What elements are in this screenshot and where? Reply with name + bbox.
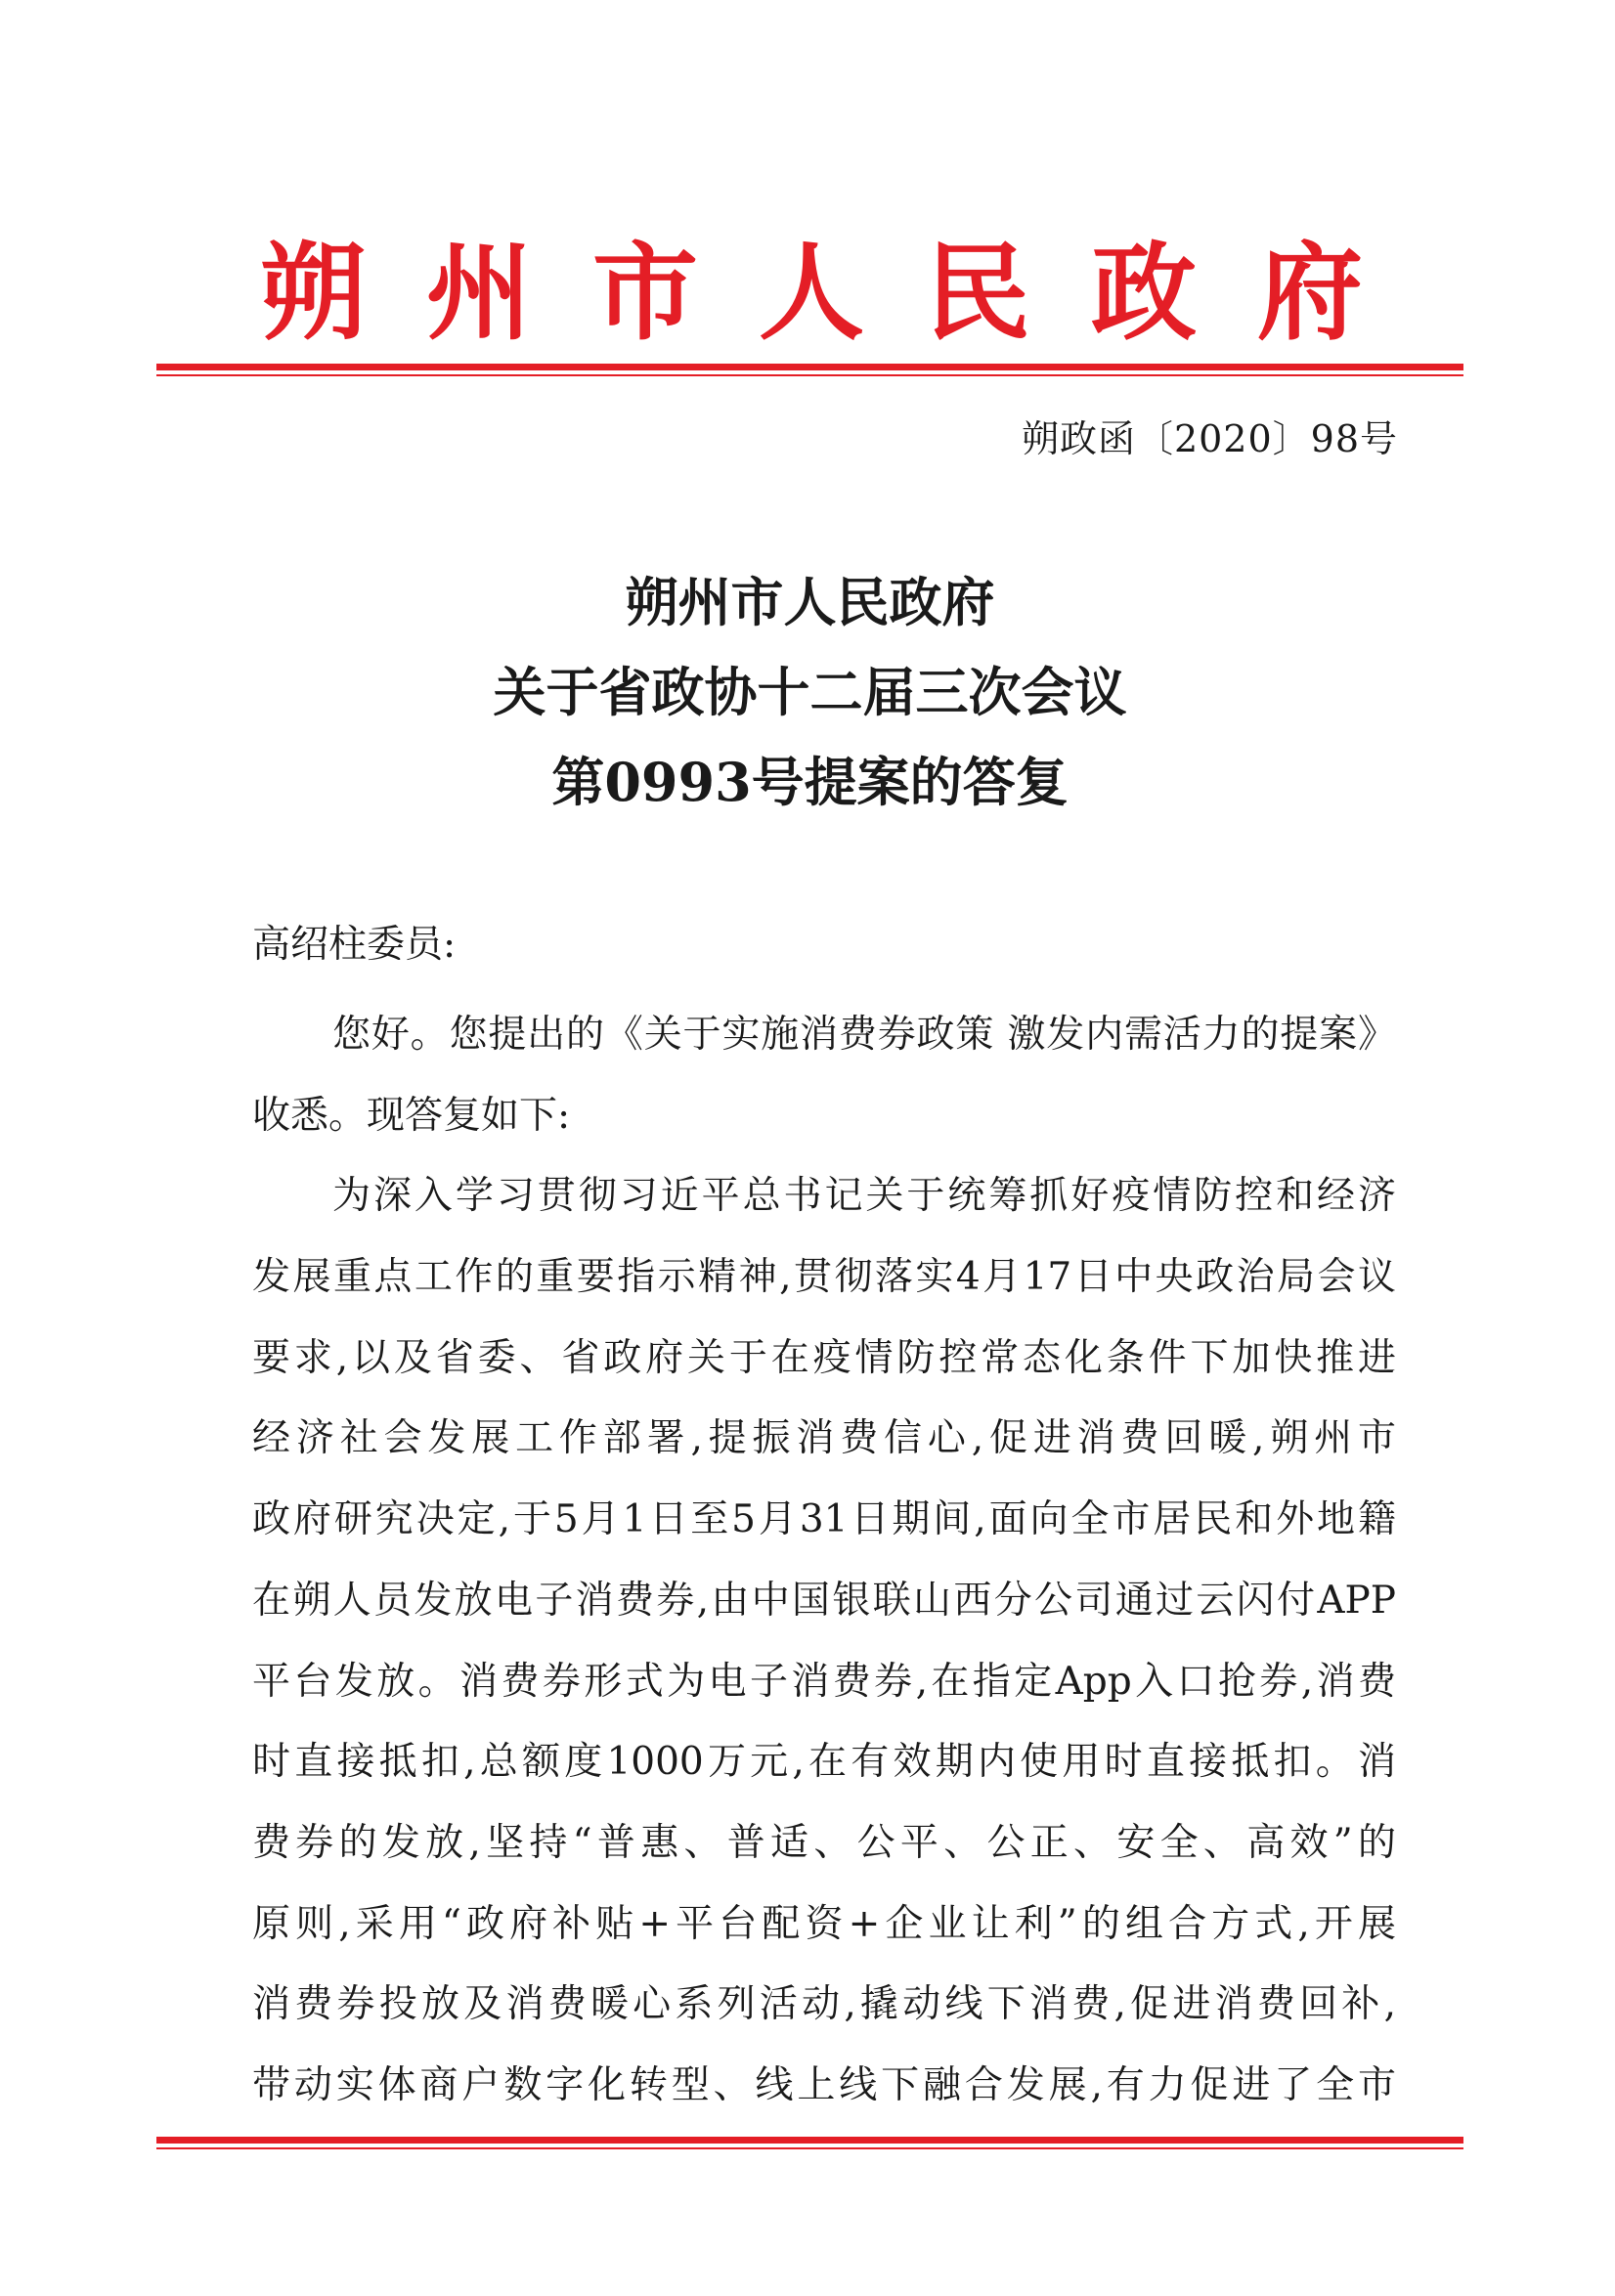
- body-line: 经济社会发展工作部署,提振消费信心,促进消费回暖,朔州市: [252, 1416, 1396, 1461]
- red-rule-top: [156, 364, 1463, 376]
- issuer-name: 朔州市人民政府: [259, 232, 1423, 355]
- masthead: [156, 230, 1466, 357]
- body-line: 平台发放。消费券形式为电子消费券,在指定App入口抢券,消费: [252, 1659, 1396, 1704]
- body-line: 发展重点工作的重要指示精神,贯彻落实4月17日中央政治局会议: [252, 1255, 1396, 1300]
- body-line: 在朔人员发放电子消费券,由中国银联山西分公司通过云闪付APP: [252, 1578, 1396, 1623]
- body-line: 您好。您提出的《关于实施消费券政策 激发内需活力的提案》: [332, 1013, 1396, 1057]
- document-number: 朔政函〔2020〕98号: [1021, 417, 1398, 460]
- body-line: 时直接抵扣,总额度1000万元,在有效期内使用时直接抵扣。消: [252, 1740, 1396, 1785]
- body-line: 要求,以及省委、省政府关于在疫情防控常态化条件下加快推进: [252, 1335, 1396, 1380]
- body-line: 为深入学习贯彻习近平总书记关于统筹抓好疫情防控和经济: [332, 1174, 1396, 1219]
- title-line: 第0993号提案的答复: [551, 751, 1069, 813]
- body-line: 原则,采用“政府补贴+平台配资+企业让利”的组合方式,开展: [252, 1901, 1396, 1946]
- title-line: 关于省政协十二届三次会议: [493, 661, 1127, 723]
- red-rule-bottom: [156, 2137, 1463, 2149]
- body-line: 带动实体商户数字化转型、线上线下融合发展,有力促进了全市: [252, 2062, 1396, 2107]
- salutation: 高绍柱委员:: [252, 923, 457, 967]
- body-line: 收悉。现答复如下:: [252, 1093, 571, 1138]
- body-line: 消费券投放及消费暖心系列活动,撬动线下消费,促进消费回补,: [252, 1982, 1396, 2027]
- document-title: [156, 557, 1463, 827]
- title-line: 朔州市人民政府: [625, 571, 995, 633]
- body-text: [252, 995, 1396, 2127]
- body-line: 政府研究决定,于5月1日至5月31日期间,面向全市居民和外地籍: [252, 1497, 1396, 1542]
- body-line: 费券的发放,坚持“普惠、普适、公平、公正、安全、高效”的: [252, 1820, 1396, 1865]
